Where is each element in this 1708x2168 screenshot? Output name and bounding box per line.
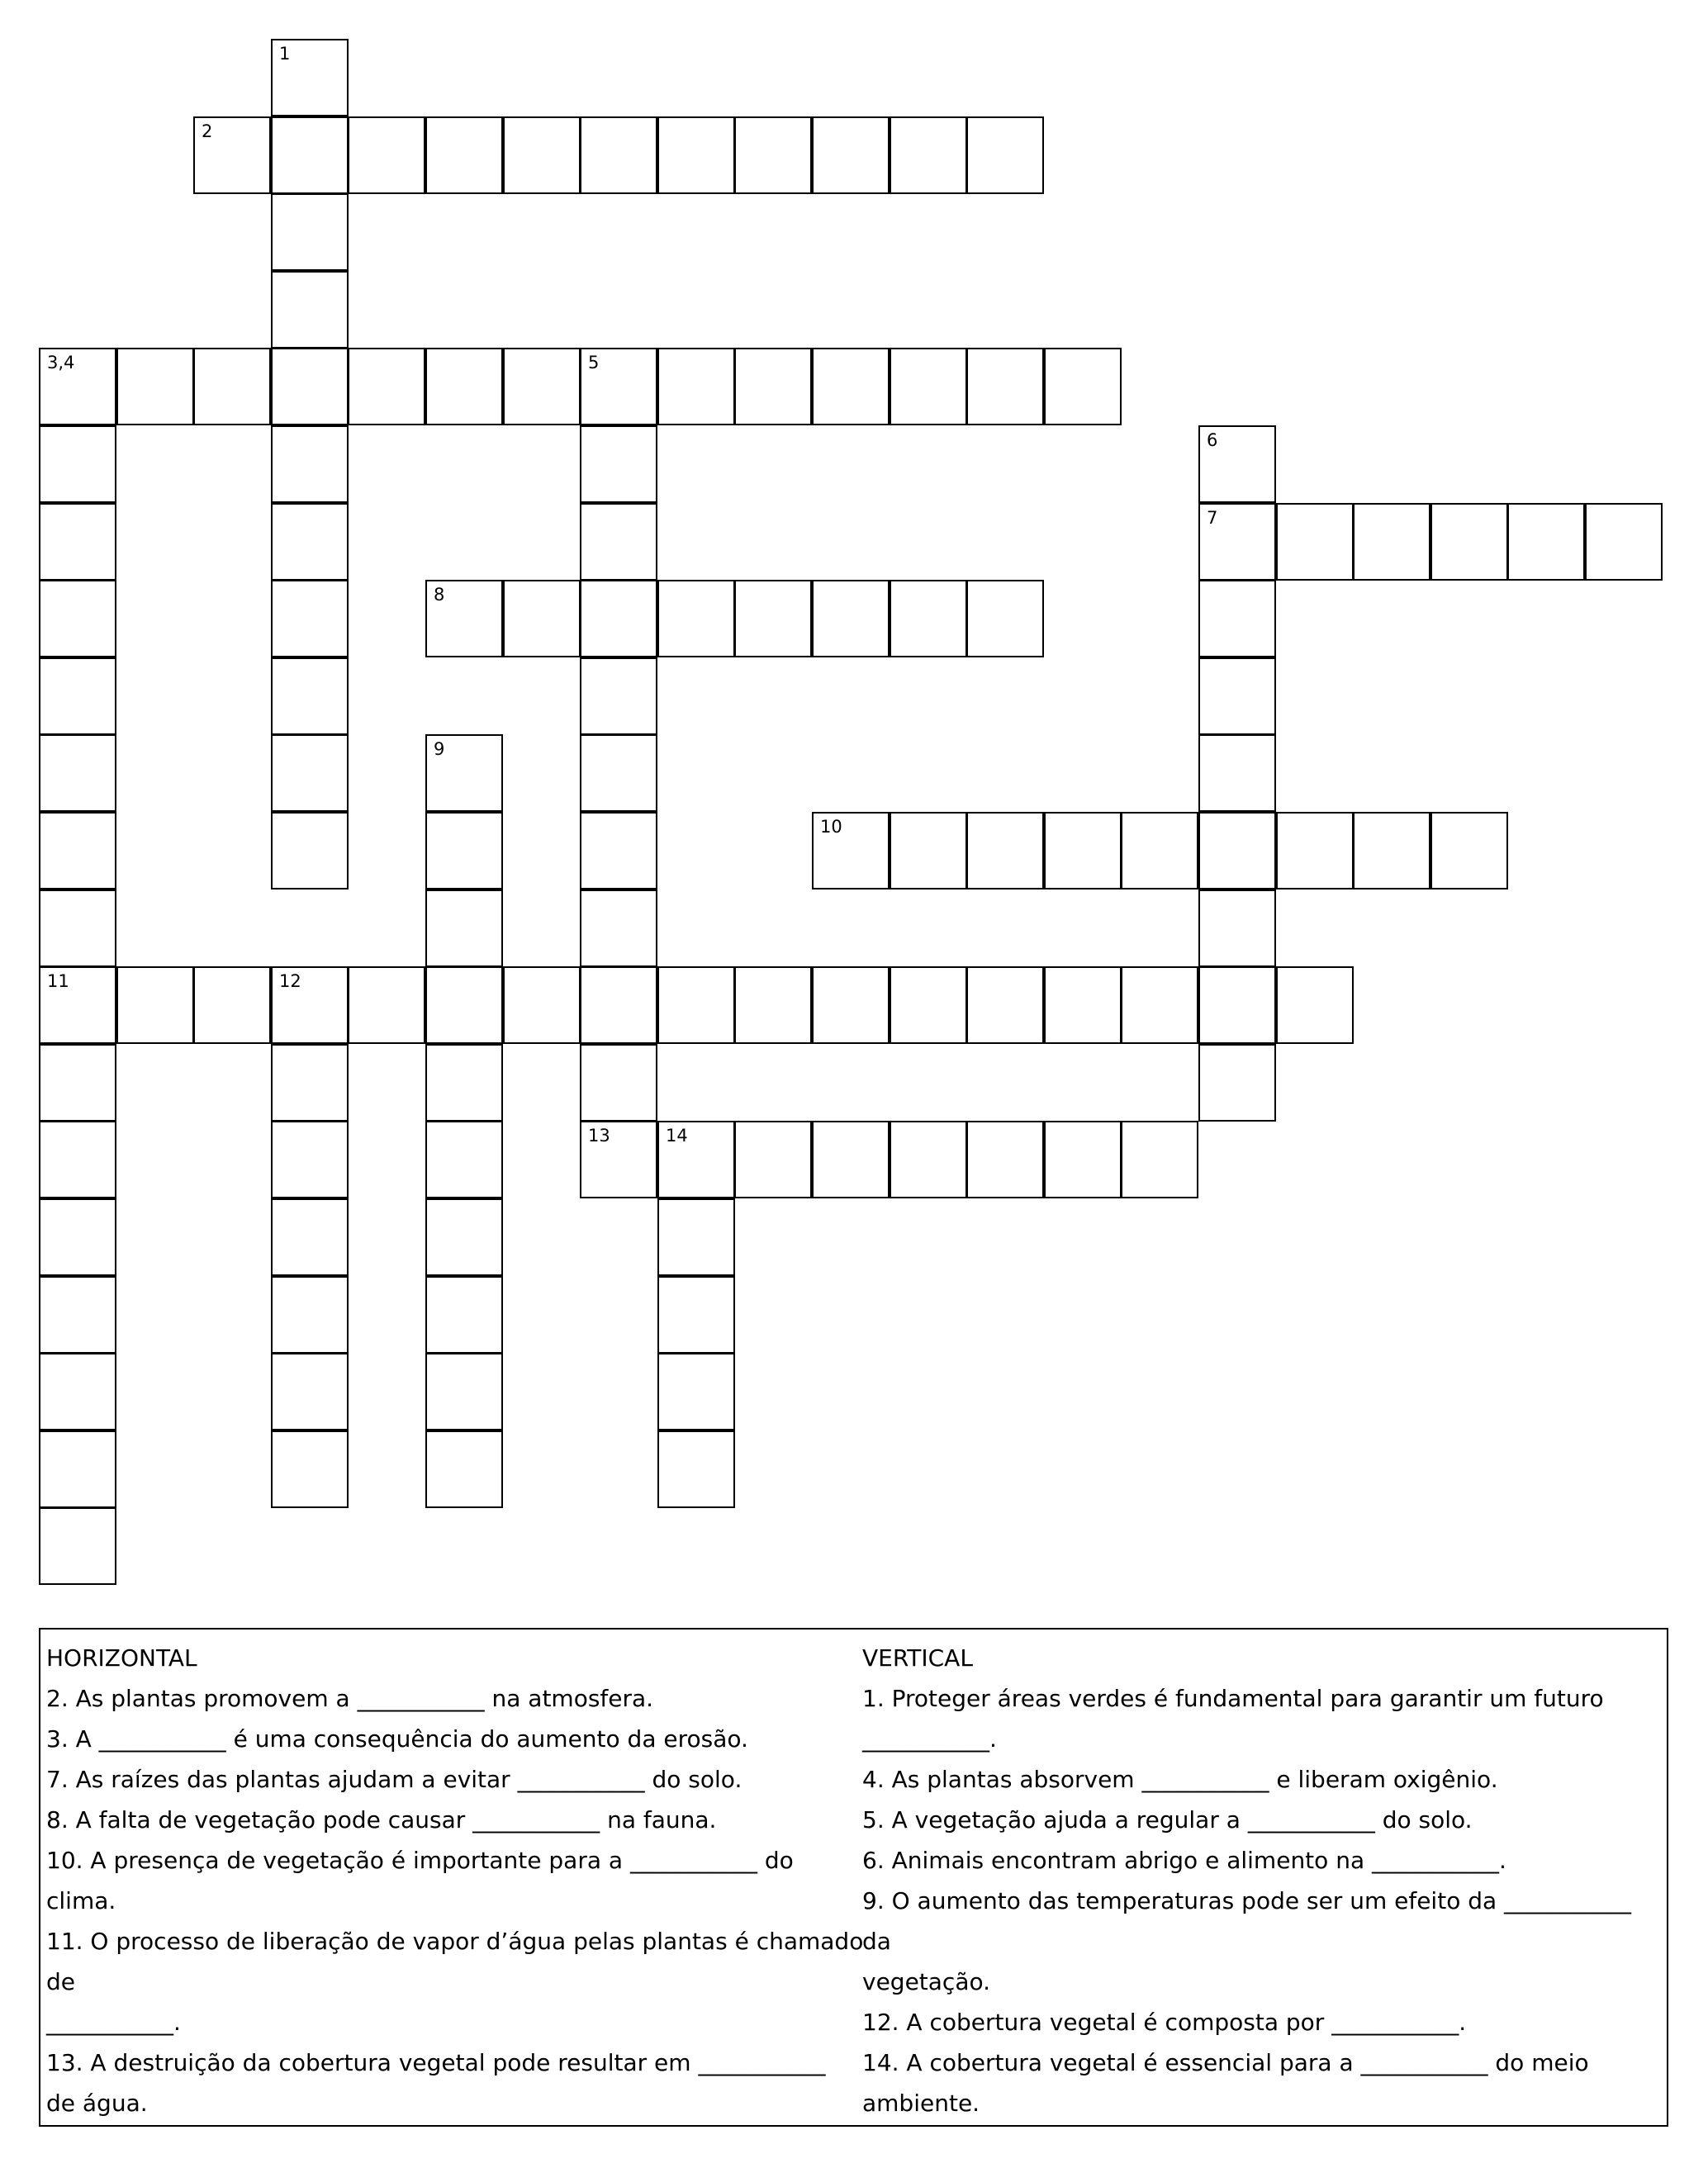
- crossword-cell[interactable]: [890, 116, 967, 194]
- crossword-cell[interactable]: [271, 966, 349, 1044]
- crossword-cell[interactable]: [1353, 812, 1430, 889]
- crossword-cell[interactable]: [503, 580, 581, 657]
- crossword-cell[interactable]: [890, 1121, 967, 1198]
- crossword-cell[interactable]: [39, 1121, 116, 1198]
- crossword-cell[interactable]: [1430, 812, 1508, 889]
- crossword-cell[interactable]: [425, 966, 503, 1044]
- clue-number: 7: [1207, 508, 1218, 528]
- crossword-cell[interactable]: [657, 1353, 735, 1430]
- clue-line: 5. A vegetação ajuda a regular a ___________ do solo.: [862, 1806, 1473, 1834]
- crossword-cell[interactable]: [580, 1121, 657, 1198]
- clue-line: 8. A falta de vegetação pode causar ___________ na fauna.: [46, 1806, 717, 1834]
- clue-line: ambiente.: [862, 2090, 980, 2117]
- crossword-cell[interactable]: [580, 734, 657, 812]
- crossword-cell[interactable]: [1198, 734, 1276, 812]
- crossword-cell[interactable]: [271, 116, 349, 194]
- crossword-cell[interactable]: [1276, 966, 1354, 1044]
- crossword-cell[interactable]: [812, 116, 890, 194]
- crossword-cell[interactable]: [580, 657, 657, 735]
- crossword-cell[interactable]: [39, 425, 116, 503]
- horizontal-title: HORIZONTAL: [46, 1644, 197, 1672]
- clue-line: ___________.: [46, 2009, 181, 2036]
- crossword-cell[interactable]: [425, 889, 503, 967]
- clue-number: 14: [666, 1126, 688, 1146]
- clue-line: clima.: [46, 1887, 116, 1914]
- crossword-cell[interactable]: [1044, 1121, 1122, 1198]
- vertical-title: VERTICAL: [862, 1644, 973, 1672]
- crossword-cell[interactable]: [271, 734, 349, 812]
- crossword-cell[interactable]: [580, 812, 657, 889]
- crossword-cell[interactable]: [193, 116, 271, 194]
- crossword-cell[interactable]: [271, 1430, 349, 1508]
- crossword-cell[interactable]: [1044, 348, 1122, 425]
- clue-line: 11. O processo de liberação de vapor d’água pelas plantas é chamado de: [46, 1928, 864, 1995]
- crossword-cell[interactable]: [657, 1430, 735, 1508]
- clue-number: 10: [820, 817, 842, 837]
- crossword-cell[interactable]: [425, 1353, 503, 1430]
- crossword-cell[interactable]: [734, 580, 812, 657]
- crossword-cell[interactable]: [657, 580, 735, 657]
- crossword-cell[interactable]: [966, 812, 1044, 889]
- crossword-cell[interactable]: [503, 116, 581, 194]
- crossword-cell[interactable]: [1198, 889, 1276, 967]
- crossword-cell[interactable]: [580, 1044, 657, 1122]
- crossword-cell[interactable]: [890, 348, 967, 425]
- crossword-cell[interactable]: [580, 348, 657, 425]
- clues-box: [39, 1628, 1668, 2127]
- crossword-cell[interactable]: [890, 966, 967, 1044]
- crossword-cell[interactable]: [271, 425, 349, 503]
- crossword-cell[interactable]: [116, 348, 194, 425]
- crossword-cell[interactable]: [39, 889, 116, 967]
- crossword-cell[interactable]: [425, 1430, 503, 1508]
- clue-line: 14. A cobertura vegetal é essencial para a ___________ do meio: [862, 2049, 1589, 2076]
- crossword-cell[interactable]: [966, 966, 1044, 1044]
- crossword-cell[interactable]: [193, 966, 271, 1044]
- crossword-cell[interactable]: [890, 580, 967, 657]
- crossword-cell[interactable]: [39, 1353, 116, 1430]
- crossword-cell[interactable]: [734, 348, 812, 425]
- clue-number: 1: [279, 44, 291, 64]
- crossword-cell[interactable]: [39, 503, 116, 581]
- clue-line: 7. As raízes das plantas ajudam a evitar ___________ do solo.: [46, 1766, 743, 1793]
- crossword-cell[interactable]: [425, 1121, 503, 1198]
- crossword-cell[interactable]: [1198, 1044, 1276, 1122]
- crossword-cell[interactable]: [39, 966, 116, 1044]
- crossword-cell[interactable]: [812, 580, 890, 657]
- crossword-cell[interactable]: [966, 1121, 1044, 1198]
- clue-number: 8: [434, 585, 445, 605]
- crossword-cell[interactable]: [580, 580, 657, 657]
- crossword-cell[interactable]: [271, 580, 349, 657]
- crossword-cell[interactable]: [39, 580, 116, 657]
- crossword-cell[interactable]: [734, 116, 812, 194]
- crossword-cell[interactable]: [425, 1198, 503, 1276]
- crossword-cell[interactable]: [657, 1121, 735, 1198]
- crossword-cell[interactable]: [1585, 503, 1663, 581]
- crossword-cell[interactable]: [1044, 966, 1122, 1044]
- crossword-cell[interactable]: [1507, 503, 1585, 581]
- crossword-cell[interactable]: [580, 425, 657, 503]
- crossword-cell[interactable]: [657, 1276, 735, 1354]
- crossword-cell[interactable]: [271, 348, 349, 425]
- crossword-cell[interactable]: [1276, 503, 1354, 581]
- clue-number: 6: [1207, 430, 1218, 450]
- horizontal-clues: [46, 1638, 864, 2123]
- crossword-cell[interactable]: [425, 1276, 503, 1354]
- crossword-cell[interactable]: [1198, 812, 1276, 889]
- crossword-cell[interactable]: [580, 966, 657, 1044]
- crossword-cell[interactable]: [348, 116, 425, 194]
- crossword-cell[interactable]: [425, 580, 503, 657]
- clue-line: 3. A ___________ é uma consequência do aumento da erosão.: [46, 1725, 748, 1753]
- crossword-cell[interactable]: [271, 1276, 349, 1354]
- crossword-cell[interactable]: [1353, 503, 1430, 581]
- clue-line: 2. As plantas promovem a ___________ na atmosfera.: [46, 1685, 654, 1712]
- crossword-cell[interactable]: [116, 966, 194, 1044]
- clue-line: 4. As plantas absorvem ___________ e liberam oxigênio.: [862, 1766, 1498, 1793]
- crossword-cell[interactable]: [425, 116, 503, 194]
- crossword-cell[interactable]: [271, 1198, 349, 1276]
- crossword-cell[interactable]: [734, 1121, 812, 1198]
- crossword-cell[interactable]: [580, 889, 657, 967]
- clue-number: 2: [202, 121, 213, 141]
- clue-number: 12: [279, 971, 301, 991]
- crossword-cell[interactable]: [39, 657, 116, 735]
- crossword-cell[interactable]: [890, 812, 967, 889]
- crossword-cell[interactable]: [39, 348, 116, 425]
- crossword-cell[interactable]: [812, 812, 890, 889]
- crossword-cell[interactable]: [425, 348, 503, 425]
- crossword-cell[interactable]: [657, 348, 735, 425]
- crossword-cell[interactable]: [657, 966, 735, 1044]
- clue-number: 5: [588, 353, 600, 372]
- crossword-cell[interactable]: [657, 1198, 735, 1276]
- crossword-cell[interactable]: [271, 271, 349, 349]
- crossword-cell[interactable]: [425, 812, 503, 889]
- crossword-cell[interactable]: [1198, 657, 1276, 735]
- clue-line: 10. A presença de vegetação é importante para a ___________ do: [46, 1847, 794, 1874]
- crossword-cell[interactable]: [580, 116, 657, 194]
- crossword-cell[interactable]: [39, 1044, 116, 1122]
- crossword-cell[interactable]: [1198, 580, 1276, 657]
- crossword-cell[interactable]: [271, 193, 349, 271]
- clue-line: de água.: [46, 2090, 148, 2117]
- crossword-cell[interactable]: [1121, 966, 1198, 1044]
- crossword-cell[interactable]: [271, 503, 349, 581]
- crossword-cell[interactable]: [271, 1353, 349, 1430]
- clue-line: vegetação.: [862, 1968, 991, 1995]
- vertical-clues: [862, 1638, 1662, 2123]
- crossword-cell[interactable]: [271, 1121, 349, 1198]
- clue-line: 13. A destruição da cobertura vegetal pode resultar em ___________: [46, 2049, 826, 2076]
- crossword-cell[interactable]: [39, 1198, 116, 1276]
- crossword-cell[interactable]: [503, 348, 581, 425]
- crossword-cell[interactable]: [812, 966, 890, 1044]
- crossword-cell[interactable]: [271, 657, 349, 735]
- clue-number: 13: [588, 1126, 610, 1146]
- crossword-cell[interactable]: [271, 1044, 349, 1122]
- crossword-cell[interactable]: [1198, 425, 1276, 503]
- crossword-cell[interactable]: [966, 348, 1044, 425]
- crossword-cell[interactable]: [734, 966, 812, 1044]
- clue-number: 3,4: [47, 353, 75, 372]
- crossword-cell[interactable]: [1276, 812, 1354, 889]
- clue-line: 6. Animais encontram abrigo e alimento na ___________.: [862, 1847, 1506, 1874]
- crossword-cell[interactable]: [1121, 812, 1198, 889]
- crossword-cell[interactable]: [348, 348, 425, 425]
- crossword-cell[interactable]: [812, 1121, 890, 1198]
- crossword-cell[interactable]: [503, 966, 581, 1044]
- clue-line: 1. Proteger áreas verdes é fundamental para garantir um futuro: [862, 1685, 1604, 1712]
- clue-line: 9. O aumento das temperaturas pode ser um efeito da ___________ da: [862, 1887, 1632, 1955]
- clue-line: 12. A cobertura vegetal é composta por ___________.: [862, 2009, 1467, 2036]
- crossword-cell[interactable]: [39, 1276, 116, 1354]
- crossword-cell[interactable]: [1044, 812, 1122, 889]
- crossword-cell[interactable]: [193, 348, 271, 425]
- crossword-cell[interactable]: [39, 812, 116, 889]
- crossword-cell[interactable]: [1430, 503, 1508, 581]
- crossword-cell[interactable]: [657, 116, 735, 194]
- crossword-cell[interactable]: [966, 580, 1044, 657]
- clue-line: ___________.: [862, 1725, 997, 1753]
- crossword-cell[interactable]: [271, 39, 349, 116]
- crossword-cell[interactable]: [580, 503, 657, 581]
- crossword-cell[interactable]: [39, 734, 116, 812]
- clue-number: 11: [47, 971, 69, 991]
- crossword-cell[interactable]: [39, 1430, 116, 1508]
- crossword-cell[interactable]: [966, 116, 1044, 194]
- crossword-cell[interactable]: [1198, 503, 1276, 581]
- crossword-cell[interactable]: [1198, 966, 1276, 1044]
- crossword-cell[interactable]: [812, 348, 890, 425]
- crossword-cell[interactable]: [39, 1507, 116, 1585]
- crossword-cell[interactable]: [425, 734, 503, 812]
- clue-number: 9: [434, 739, 445, 759]
- crossword-cell[interactable]: [348, 966, 425, 1044]
- crossword-cell[interactable]: [425, 1044, 503, 1122]
- crossword-cell[interactable]: [271, 812, 349, 889]
- crossword-cell[interactable]: [1121, 1121, 1198, 1198]
